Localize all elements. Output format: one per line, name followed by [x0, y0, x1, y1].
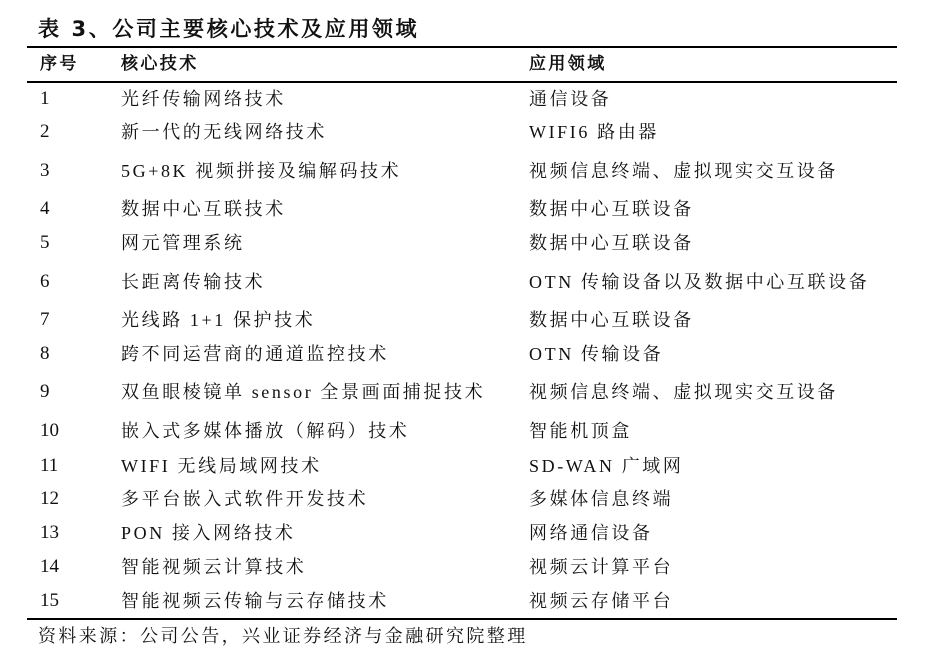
row-index: 8: [40, 343, 50, 364]
row-technology: PON 接入网络技术: [121, 523, 296, 543]
row-index: 2: [40, 121, 50, 142]
table-title: 表 3、公司主要核心技术及应用领域: [38, 17, 420, 41]
row-index: 3: [40, 160, 50, 181]
row-index: 12: [40, 488, 59, 509]
row-index: 15: [40, 590, 59, 611]
table-row: [0, 341, 926, 367]
row-technology: 多平台嵌入式软件开发技术: [121, 489, 369, 509]
row-technology: 跨不同运营商的通道监控技术: [121, 344, 389, 364]
row-application: 数据中心互联设备: [529, 233, 694, 253]
row-application: 多媒体信息终端: [529, 489, 674, 509]
row-application: WIFI6 路由器: [529, 122, 659, 142]
row-index: 11: [40, 455, 59, 476]
row-index: 10: [40, 420, 59, 441]
row-technology: 嵌入式多媒体播放（解码）技术: [121, 421, 410, 441]
table-row: [0, 379, 926, 405]
row-application: 通信设备: [529, 89, 612, 109]
row-technology: 5G+8K 视频拼接及编解码技术: [121, 161, 402, 181]
row-index: 4: [40, 198, 50, 219]
row-index: 5: [40, 232, 50, 253]
row-technology: 智能视频云传输与云存储技术: [121, 591, 389, 611]
row-index: 6: [40, 271, 50, 292]
row-application: 智能机顶盒: [529, 421, 632, 441]
table-row: [0, 486, 926, 512]
header-index: 序号: [40, 54, 79, 74]
row-application: OTN 传输设备以及数据中心互联设备: [529, 272, 870, 292]
table-row: [0, 196, 926, 222]
row-technology: 网元管理系统: [121, 233, 245, 253]
row-application: 视频信息终端、虚拟现实交互设备: [529, 161, 838, 181]
table-row: [0, 86, 926, 112]
table-row: [0, 453, 926, 479]
row-technology: 智能视频云计算技术: [121, 557, 307, 577]
row-index: 14: [40, 556, 59, 577]
row-technology: 数据中心互联技术: [121, 199, 286, 219]
table-row: [0, 307, 926, 333]
header-application: 应用领域: [529, 54, 607, 74]
row-technology: 长距离传输技术: [121, 272, 266, 292]
table-header-rule: [27, 81, 897, 83]
row-technology: 新一代的无线网络技术: [121, 122, 327, 142]
source-note: 资料来源：公司公告，兴业证券经济与金融研究院整理: [38, 626, 528, 646]
row-index: 7: [40, 309, 50, 330]
row-application: SD-WAN 广域网: [529, 456, 684, 476]
row-index: 13: [40, 522, 59, 543]
row-application: 视频信息终端、虚拟现实交互设备: [529, 382, 838, 402]
row-application: 数据中心互联设备: [529, 199, 694, 219]
table-row: [0, 418, 926, 444]
row-technology: 光线路 1+1 保护技术: [121, 310, 316, 330]
table-row: [0, 158, 926, 184]
row-technology: 光纤传输网络技术: [121, 89, 286, 109]
row-index: 9: [40, 381, 50, 402]
table-row: [0, 119, 926, 145]
table-row: [0, 588, 926, 614]
row-application: OTN 传输设备: [529, 344, 664, 364]
row-technology: WIFI 无线局域网技术: [121, 456, 322, 476]
row-application: 网络通信设备: [529, 523, 653, 543]
header-technology: 核心技术: [121, 54, 199, 74]
table-bottom-rule: [27, 618, 897, 620]
row-application: 视频云存储平台: [529, 591, 674, 611]
row-application: 视频云计算平台: [529, 557, 674, 577]
row-application: 数据中心互联设备: [529, 310, 694, 330]
row-technology: 双鱼眼棱镜单 sensor 全景画面捕捉技术: [121, 382, 486, 402]
table-row: [0, 230, 926, 256]
table-top-rule: [27, 46, 897, 48]
table-row: [0, 520, 926, 546]
row-index: 1: [40, 88, 50, 109]
table-row: [0, 554, 926, 580]
table-row: [0, 269, 926, 295]
